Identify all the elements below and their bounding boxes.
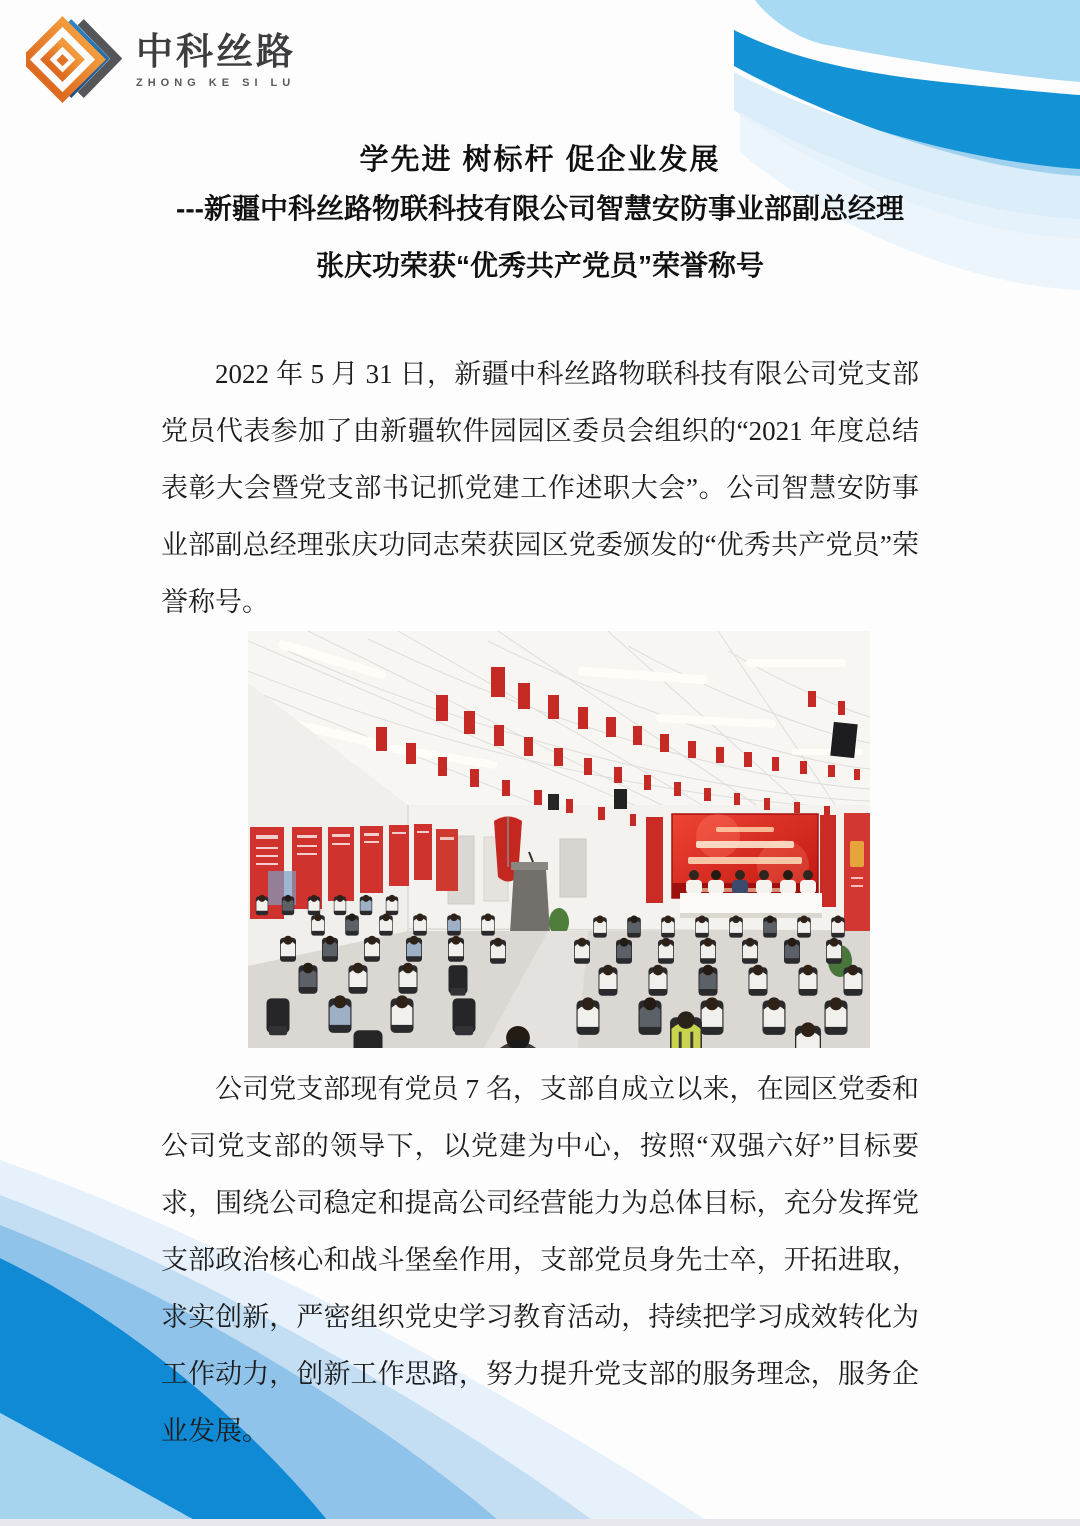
article-title: 学先进 树标杆 促企业发展: [359, 144, 721, 176]
meeting-photo: [248, 631, 870, 1048]
paragraph-1: 2022 年 5 月 31 日，新疆中科丝路物联科技有限公司党支部党员代表参加了由新疆软件园园区委员会组织的“2021 年度总结表彰大会暨党支部书记抓党建工作述职大会”。公司智慧安防事业部副总经理张庆功同志荣获园区党委颁发的“优秀共产党员”荣誉称号。: [161, 359, 919, 617]
article-content: [161, 140, 919, 1460]
page-bottom-edge: [0, 1519, 1080, 1526]
logo-diamond-icon: [26, 14, 122, 106]
article-subtitle-line2: 张庆功荣获“优秀共产党员”荣誉称号: [315, 250, 764, 281]
paragraph-2: 公司党支部现有党员 7 名，支部自成立以来，在园区党委和公司党支部的领导下，以党建为中心，按照“双强六好”目标要求，围绕公司稳定和提高公司经营能力为总体目标，充分发挥党支部政治核心和战斗堡垒作用，支部党员身先士卒，开拓进取，求实创新，严密组织党史学习教育活动，持续把学习成效转化为工作动力，创新工作思路，努力提升党支部的服务理念，服务企业发展。: [161, 1074, 919, 1446]
logo-subtext: ZHONG KE SI LU: [136, 76, 296, 89]
company-logo: [26, 14, 296, 106]
article-subtitle-line1: ---新疆中科丝路物联科技有限公司智慧安防事业部副总经理: [176, 193, 904, 224]
logo-name: 中科丝路: [136, 30, 296, 72]
